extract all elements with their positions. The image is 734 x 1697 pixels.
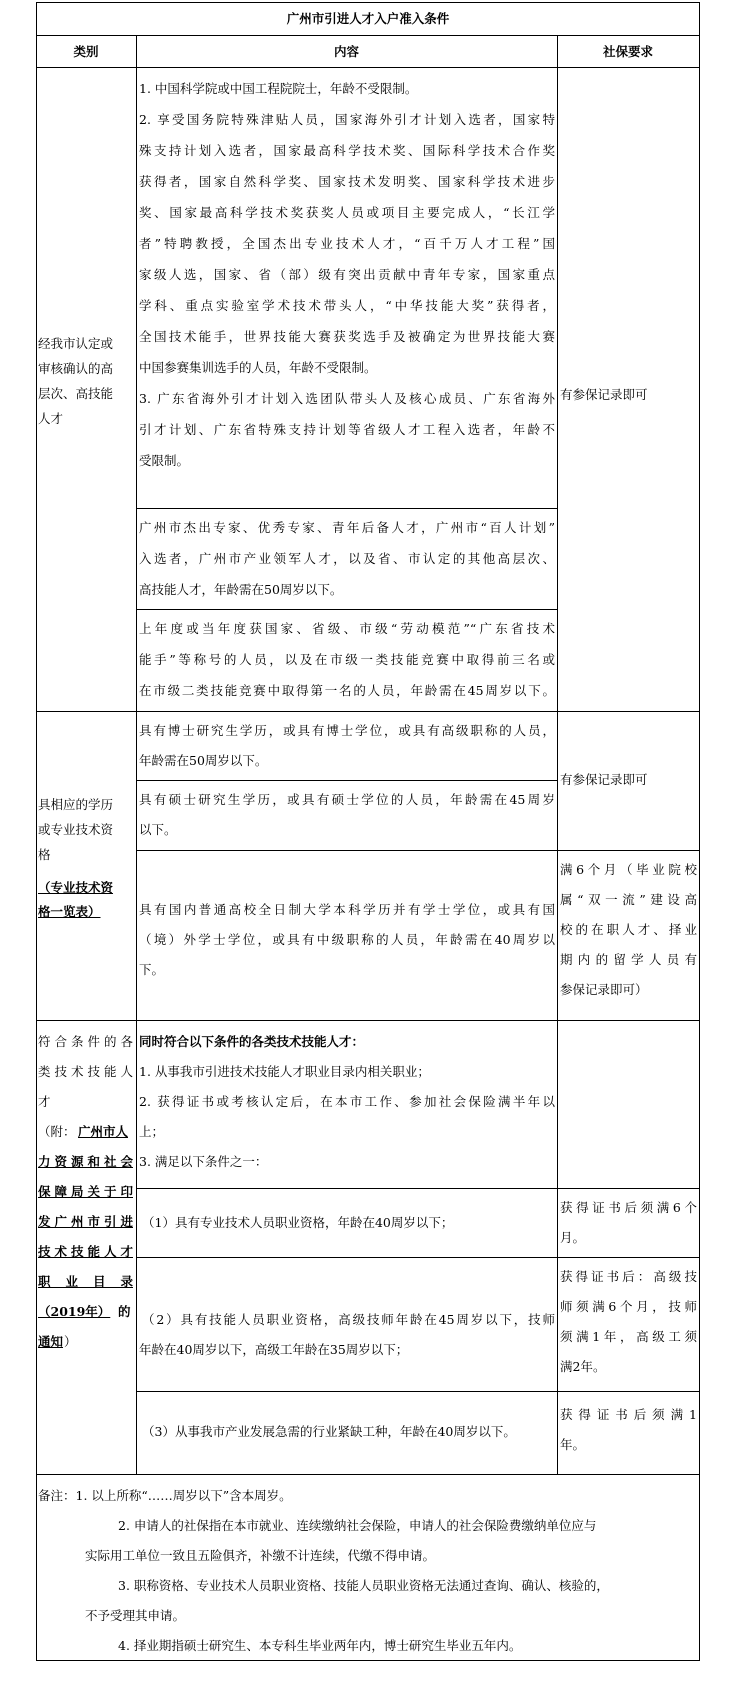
content-line: 以下。 — [139, 822, 177, 837]
note-line: 3. 职称资格、专业技术人员职业资格、技能人员职业资格无法通过查询、确认、核验的， — [118, 1578, 609, 1593]
table-border — [136, 35, 137, 1474]
header-category: 类别 — [73, 44, 99, 59]
page-title: 广州市引进人才入户准入条件 — [286, 11, 450, 26]
content-line: 同时符合以下条件的各类技术技能人才： — [139, 1034, 365, 1049]
link-line[interactable]: （专业技术资 — [38, 880, 114, 895]
social-line: 月。 — [560, 1230, 586, 1245]
content-line: 3. 满足以下条件之一： — [139, 1154, 268, 1169]
social-line: 属“双一流”建设高 — [560, 892, 697, 907]
content-line: 家级人选，国家、省（部）级有突出贡献中青年专家，国家重点 — [139, 267, 555, 282]
sec3-item1: （1）具有专业技术人员职业资格，年龄在40周岁以下； — [142, 1215, 454, 1230]
category-line: 人才 — [38, 411, 64, 426]
social-line: 参保记录即可） — [560, 982, 648, 997]
table-border — [136, 850, 700, 851]
table-border — [136, 780, 557, 781]
header-social: 社保要求 — [602, 44, 653, 59]
table-border — [699, 2, 700, 1661]
table-border — [136, 609, 557, 610]
content-line: 入选者，广州市产业领军人才，以及省、市认定的其他高层次、 — [139, 551, 555, 566]
category-line: 层次、高技能 — [38, 386, 114, 401]
category-line: 才 — [38, 1094, 51, 1109]
category-line: 经我市认定或 — [38, 336, 114, 351]
link-line[interactable]: 发广州市引进 — [38, 1214, 133, 1229]
note-line: 备注：1. 以上所称“……周岁以下”含本周岁。 — [38, 1488, 292, 1503]
category-line: 审核确认的高 — [38, 361, 114, 376]
attach-prefix: （附： — [38, 1124, 76, 1139]
content-line: 3. 广东省海外引才计划入选团队带头人及核心成员、广东省海外 — [139, 391, 555, 406]
content-line: 中国参赛集训选手的人员，年龄不受限制。 — [139, 360, 377, 375]
link-line[interactable]: 技术技能人才 — [38, 1244, 133, 1259]
link-line[interactable]: 力资源和社会 — [38, 1154, 133, 1169]
link-line[interactable]: 职 业 目 录 — [38, 1274, 133, 1289]
content-line: 上年度或当年度获国家、省级、市级“劳动模范”“广东省技术 — [139, 621, 555, 636]
content-line: 殊支持计划入选者，国家最高科学技术奖、国际科学技术合作奖 — [139, 143, 555, 158]
table-border — [136, 1188, 700, 1189]
social-line: 期内的留学人员有 — [560, 952, 697, 967]
sec3-item3: （3）从事我市产业发展急需的行业紧缺工种，年龄在40周岁以下。 — [142, 1424, 516, 1439]
header-content: 内容 — [333, 44, 359, 59]
social-line: 获得证书后：高级技 — [560, 1269, 697, 1284]
link-line[interactable]: 广州市人 — [78, 1124, 129, 1139]
social-line: 师须满6个月，技师 — [560, 1299, 697, 1314]
attach-suffix: ） — [64, 1334, 77, 1349]
category-line: 或专业技术资 — [38, 822, 114, 837]
content-line: 广州市杰出专家、优秀专家、青年后备人才，广州市“百人计划” — [139, 520, 555, 535]
content-line: （2）具有技能人员职业资格，高级技师年龄在45周岁以下，技师 — [142, 1312, 555, 1327]
content-line: 下。 — [139, 962, 165, 977]
content-line: 年龄在40周岁以下，高级工年龄在35周岁以下； — [139, 1342, 409, 1357]
category-line: 具相应的学历 — [38, 797, 114, 812]
social-line: 校的在职人才、择业 — [560, 922, 697, 937]
social-line: 获得证书后须满6个 — [560, 1200, 697, 1215]
note-line: 4. 择业期指硕士研究生、本专科生毕业两年内，博士研究生毕业五年内。 — [118, 1638, 522, 1653]
link-line[interactable]: 格一览表） — [38, 904, 101, 919]
category-line: 类技术技能人 — [38, 1064, 133, 1079]
link-line[interactable]: （2019年） — [38, 1304, 111, 1319]
content-line: 获得者，国家自然科学奖、国家技术发明奖、国家科学技术进步 — [139, 174, 555, 189]
social-line: 获得证书后须满1 — [560, 1407, 697, 1422]
link-line[interactable]: 保障局关于印 — [38, 1184, 133, 1199]
category-line: 格 — [38, 847, 51, 862]
content-line: 学科、重点实验室学术技术带头人，“中华技能大奖”获得者， — [139, 298, 555, 313]
content-line: 1. 从事我市引进技术技能人才职业目录内相关职业； — [139, 1064, 430, 1079]
note-line: 实际用工单位一致且五险俱齐，补缴不计连续，代缴不得申请。 — [85, 1548, 436, 1563]
content-line: 者”特聘教授，全国杰出专业技术人才，“百千万人才工程”国 — [139, 236, 555, 251]
content-line: 具有硕士研究生学历，或具有硕士学位的人员，年龄需在45周岁 — [139, 792, 555, 807]
content-line: 能手”等称号的人员，以及在市级一类技能竞赛中取得前三名或 — [139, 652, 555, 667]
social-line: 满2年。 — [560, 1359, 606, 1374]
category-line: 符合条件的各 — [38, 1034, 133, 1049]
content-line: 在市级二类技能竞赛中取得第一名的人员，年龄需在45周岁以下。 — [139, 683, 555, 698]
table-border — [557, 35, 558, 1474]
content-line: 全国技术能手，世界技能大赛获奖选手及被确定为世界技能大赛 — [139, 329, 555, 344]
content-line: （境）外学士学位，或具有中级职称的人员，年龄需在40周岁以 — [139, 932, 555, 947]
attach-mid: 的 — [118, 1304, 131, 1319]
note-line: 2. 申请人的社保指在本市就业、连续缴纳社会保险，申请人的社会保险费缴纳单位应与 — [118, 1518, 597, 1533]
table-border — [136, 1391, 700, 1392]
social-line: 须满1年，高级工须 — [560, 1329, 697, 1344]
note-line: 不予受理其申请。 — [85, 1608, 186, 1623]
sec1-social: 有参保记录即可 — [560, 387, 648, 402]
social-line: 满6个月（毕业院校 — [560, 862, 697, 877]
content-line: 具有国内普通高校全日制大学本科学历并有学士学位，或具有国 — [139, 902, 555, 917]
table-border — [136, 1257, 700, 1258]
table-border — [36, 1474, 700, 1475]
sec2-social-1: 有参保记录即可 — [560, 772, 648, 787]
content-line: 2. 享受国务院特殊津贴人员，国家海外引才计划入选者，国家特 — [139, 112, 555, 127]
content-line: 奖、国家最高科学技术奖获奖人员或项目主要完成人，“长江学 — [139, 205, 555, 220]
content-line: 1. 中国科学院或中国工程院院士，年龄不受限制。 — [139, 81, 418, 96]
link-line[interactable]: 通知 — [38, 1334, 64, 1349]
table-border — [36, 2, 37, 1661]
social-line: 年。 — [560, 1437, 586, 1452]
content-line: 引才计划、广东省特殊支持计划等省级人才工程入选者，年龄不 — [139, 422, 555, 437]
table-border — [136, 508, 557, 509]
content-line: 高技能人才，年龄需在50周岁以下。 — [139, 582, 343, 597]
content-line: 具有博士研究生学历，或具有博士学位，或具有高级职称的人员， — [139, 723, 555, 738]
content-line: 2. 获得证书或考核认定后，在本市工作、参加社会保险满半年以 — [139, 1094, 555, 1109]
table-border — [36, 1660, 700, 1661]
table-border — [36, 2, 700, 3]
content-line: 上； — [139, 1124, 165, 1139]
content-line: 受限制。 — [139, 453, 190, 468]
content-line: 年龄需在50周岁以下。 — [139, 753, 268, 768]
